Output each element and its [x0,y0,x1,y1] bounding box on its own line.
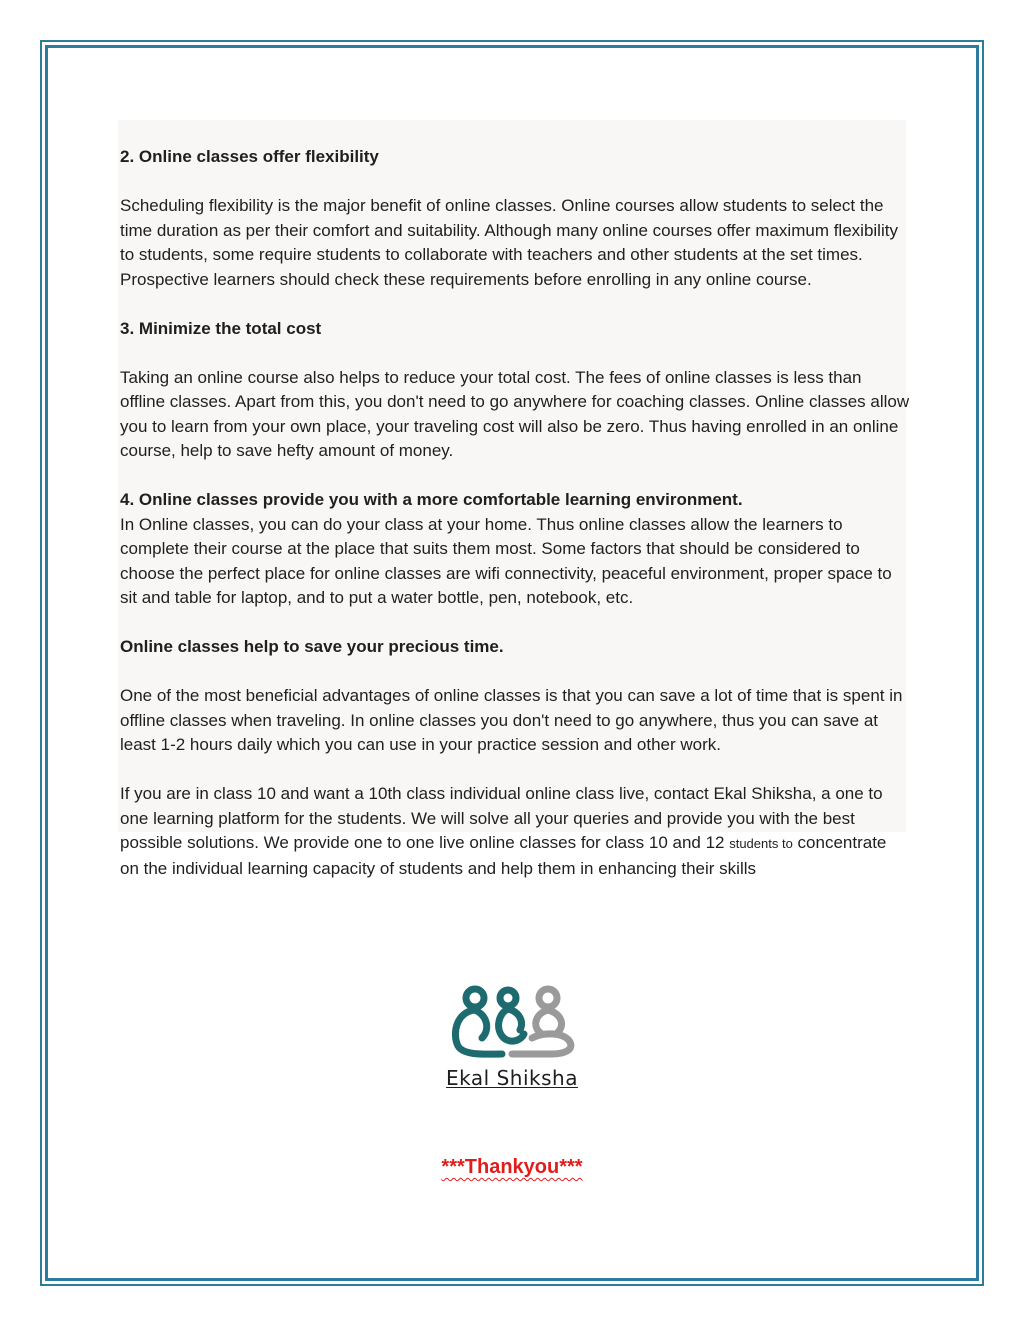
document-body [120,145,910,881]
section-paragraph: In Online classes, you can do your class at your home. Thus online classes allow the learners to complete their course at the place that suits them most. Some factors that should be considered to choose the perfect place for online classes are wifi connectivity, peaceful environment, proper space to sit and table for laptop, and to put a water bottle, pen, notebook, etc. [120,514,892,607]
section-title: Minimize the total cost [134,318,322,338]
section-number: 2. [120,147,135,166]
thankyou-label: ***Thankyou*** [441,1156,583,1178]
section-heading [120,317,910,342]
section-title: Online classes help to save your precious time. [120,637,504,656]
section-paragraph: One of the most beneficial advantages of online classes is that you can save a lot of time that is spent in offline classes when traveling. In online classes you don't need to go anywhere, thus you can save at least 1-2 hours daily which you can use in your practice session and other work. [120,686,903,754]
section-heading [120,145,910,170]
closing-text-part2: concentrate on the individual learning capacity of students and help them in enhancing their skills [120,833,887,878]
section-title: Online classes provide you with a more comfortable learning environment. [134,490,743,509]
closing-text-part1: If you are in class 10 and want a 10th class individual online class live, contact Ekal Shiksha, a one to one learning platform for the students. We will solve all your queries and provide you with the best possible solutions. We provide one to one live online classes for class 10 and 12 [120,784,883,852]
closing-text-small: students to [729,836,793,851]
section-number: 4. [120,490,135,509]
section-number: 3. [120,318,135,338]
ekal-shiksha-people-logo-icon [432,982,592,1064]
ekal-shiksha-logo [432,982,592,1094]
thankyou-text [362,1156,662,1179]
section-title: Online classes offer flexibility [134,147,379,166]
section-paragraph: Taking an online course also helps to reduce your total cost. The fees of online classes is less than offline classes. Apart from this, you don't need to go anywhere for coaching classes. Online classes allow you to learn from your own place, your traveling cost will also be zero. Thus having enrolled in an online course, help to save hefty amount of money. [120,367,910,460]
logo-text: Ekal Shiksha [446,1066,578,1090]
section-heading [120,488,910,513]
closing-paragraph [120,782,910,881]
section-paragraph: Scheduling flexibility is the major benefit of online classes. Online courses allow students to select the time duration as per their comfort and suitability. Although many online courses offer maximum flexibility to students, some require students to collaborate with teachers and other students at the set times. Prospective learners should check these requirements before enrolling in any online course. [120,196,898,289]
